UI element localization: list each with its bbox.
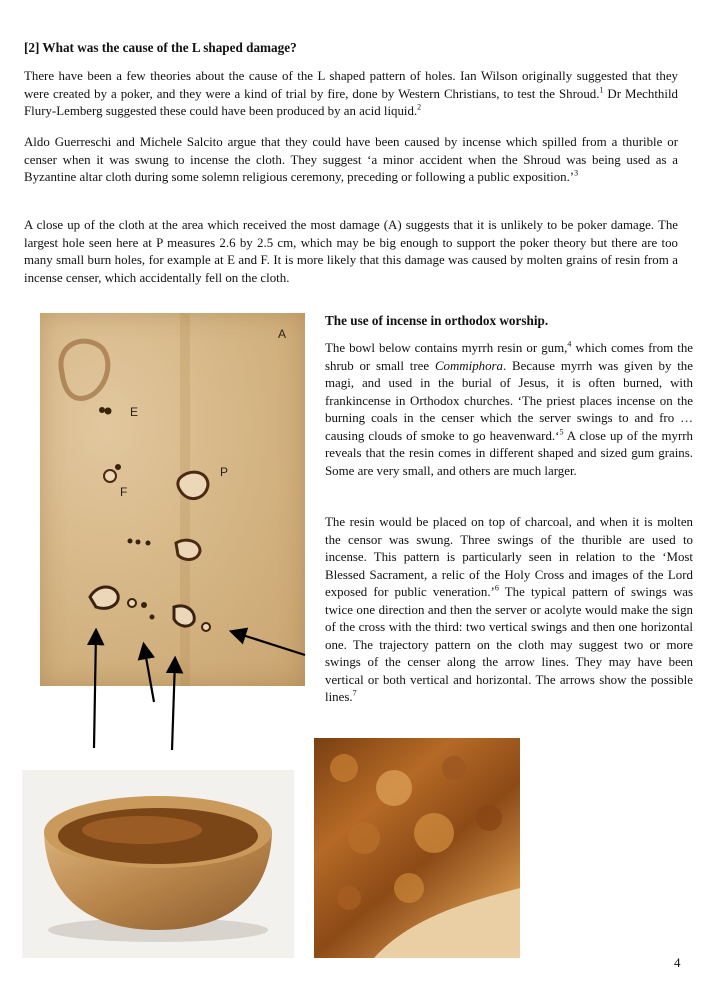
grain [394, 873, 424, 903]
p4-text-a: The bowl below contains myrrh resin or gum, [325, 341, 568, 355]
bowl-edge [374, 888, 520, 958]
grain [376, 770, 412, 806]
myrrh-closeup-photo [314, 738, 520, 958]
label-a: A [278, 327, 287, 341]
p4-text-d: A close up of the myrrh reveals that the resin comes in different shaped and sized gum grains. Some are very small, and others are much larger. [325, 428, 693, 478]
label-e: E [130, 405, 139, 419]
p1-text: There have been a few theories about the cause of the L shaped pattern of holes. Ian Wilson originally suggested that they were created by a poker, and they were a kind of trial by fire, done by Western Christians, to test the Shroud. [24, 69, 678, 101]
grain [442, 756, 466, 780]
p5-text-a: The resin would be placed on top of charcoal, and when it is molten the censor was swung. Three swings of the thurible are used to incense. This pattern is particularly seen in relation to the ‘Most Blessed Sacrament, a relic of the Holy Cross and images of the Lord exposed for public veneration.’ [325, 515, 693, 599]
arrow-right [172, 660, 175, 750]
footnote-6[interactable]: 6 [494, 583, 499, 593]
arrow-middle [144, 646, 154, 702]
myrrh-bowl-photo [22, 770, 294, 958]
paragraph-myrrh [325, 340, 693, 480]
p1-text-b: Dr Mechthild Flury-Lemberg suggested these could have been produced by an acid liquid. [24, 86, 678, 118]
label-f: F [120, 485, 128, 499]
footnote-2[interactable]: 2 [417, 102, 422, 112]
p4-text-c: . Because myrrh was given by the magi, and used in the burial of Jesus, it is often burned, with frankincense in Orthodox churches. ‘The priest places incense on the burning coals in the censer which the server swings to and fro … causing clouds of smoke to go heavenward.‘ [325, 358, 693, 443]
page-number: 4 [674, 955, 681, 970]
footnote-4[interactable]: 4 [567, 339, 572, 349]
arrow-horizontal [233, 632, 305, 655]
arrow-left [94, 632, 96, 748]
incense-subheading: The use of incense in orthodox worship. [325, 313, 549, 328]
grain [414, 813, 454, 853]
p4-text-b: which comes from the shrub or small tree [325, 341, 694, 373]
footnote-3[interactable]: 3 [574, 168, 579, 178]
resin-grains-drawing [314, 738, 520, 958]
footnote-5[interactable]: 5 [559, 427, 564, 437]
label-p: P [220, 465, 229, 479]
grain [348, 822, 380, 854]
grain [476, 805, 502, 831]
paragraph-thurible [325, 514, 693, 707]
commiphora-italic: Commiphora [434, 358, 503, 373]
section-heading: [2] What was the cause of the L shaped damage? [24, 40, 297, 55]
grain [330, 754, 358, 782]
grain [337, 886, 361, 910]
resin-highlight [82, 816, 202, 844]
p2-text: Aldo Guerreschi and Michele Salcito argue that they could have been caused by incense which spilled from a thurible or censer when it was swung to incense the cloth. They suggest ‘a minor accident when the Shroud was being used as a Byzantine altar cloth during some solemn religious ceremony, preceding or following a public exposition.’ [24, 135, 678, 184]
bowl-drawing [22, 770, 294, 958]
p5-text-b: The typical pattern of swings was twice one direction and then the server or acolyte would make the sign of the cross with the third: two vertical swings and then one horizontal one. The trajectory pattern on the cloth may suggest two or more swings of the censer along the arrow lines. They may have been vertical or both vertical and horizontal. The arrows show the possible lines. [325, 585, 693, 704]
paragraph-close-up: A close up of the cloth at the area which received the most damage (A) suggests that it is unlikely to be poker damage. The largest hole seen here at P measures 2.6 by 2.5 cm, which may be big enough to support the poker theory but there are too many small burn holes, for example at E and F. It is more likely that this damage was caused by molten grains of resin from a incense censer, which accidentally fell on the cloth. [24, 218, 678, 285]
footnote-7[interactable]: 7 [352, 688, 357, 698]
footnote-1[interactable]: 1 [599, 85, 604, 95]
